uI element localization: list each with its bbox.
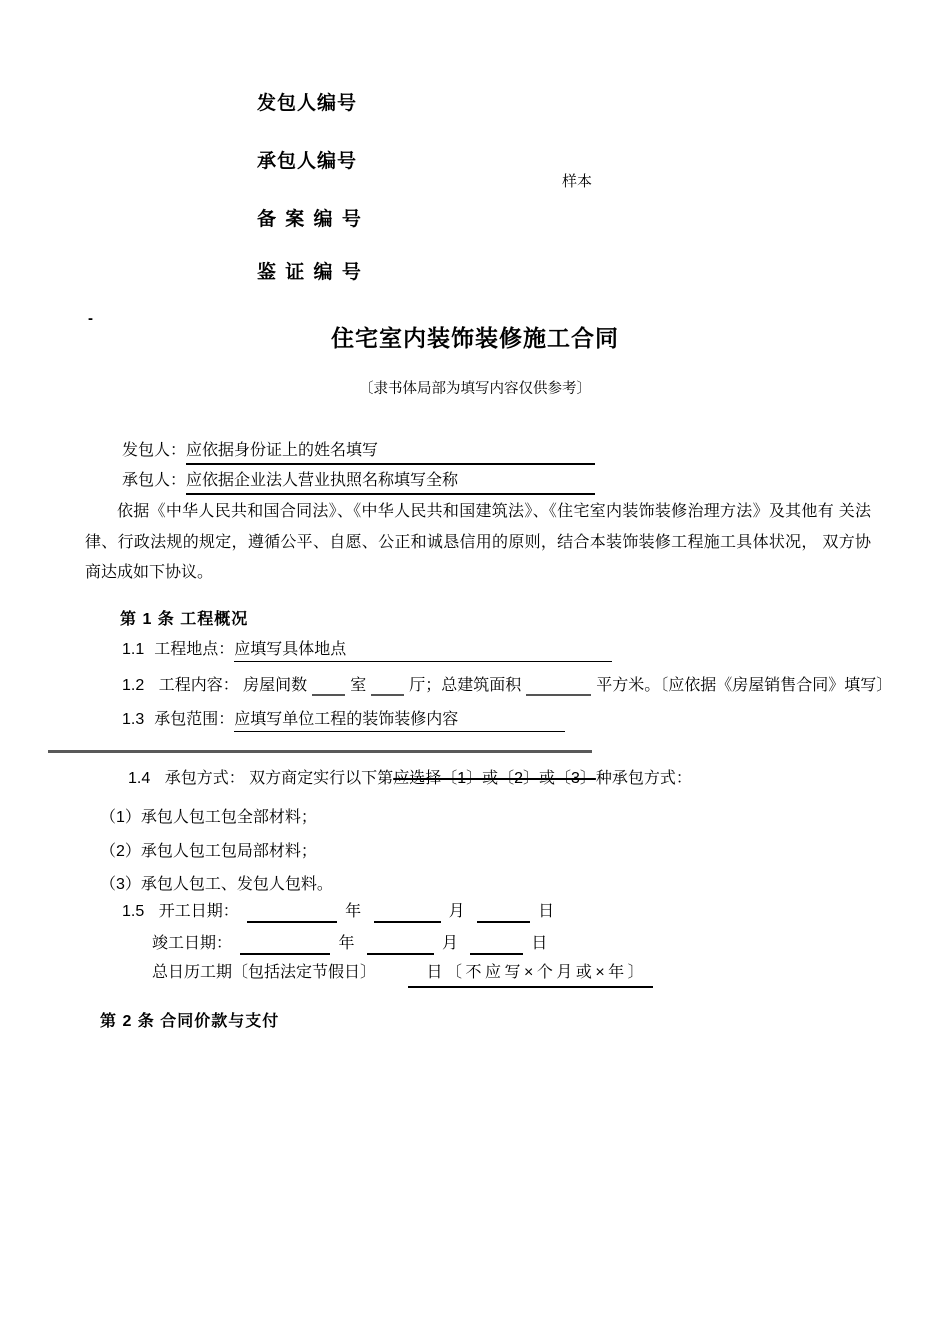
start-month-blank-field: [374, 901, 441, 923]
start-day-unit: 日: [538, 903, 555, 920]
duration-value-field: 日〔不应写×个月或×年〕: [408, 964, 653, 988]
contractor-value-field: 应依据企业法人营业执照名称填写全称: [186, 472, 595, 495]
sample-watermark: 样本: [562, 173, 593, 190]
item-1-2-area-text: 平方米。〔应依据《房屋销售合同》填写〕: [596, 677, 893, 694]
item-1-2-label: 工程内容：: [158, 677, 239, 694]
item-1-2-row: [122, 676, 892, 696]
employer-value-field: 应依据身份证上的姓名填写: [186, 442, 595, 465]
finish-day-blank-field: [470, 933, 523, 955]
article-2-heading: 第 2 条 合同价款与支付: [100, 1013, 280, 1030]
start-month-unit: 月: [448, 903, 465, 920]
finish-day-unit: 日: [531, 935, 548, 952]
item-1-1-value-field: 应填写具体地点: [234, 641, 612, 662]
stray-dash: -: [88, 310, 93, 327]
notary-number-label: 鉴 证 编 号: [257, 262, 363, 283]
document-title: 住宅室内装饰装修施工合同: [331, 325, 619, 351]
item-1-3-row: [122, 711, 565, 732]
item-1-5-number: 1.5: [122, 903, 145, 920]
finish-month-blank-field: [367, 933, 434, 955]
start-date-row: [122, 901, 554, 923]
item-1-4-number: 1.4: [128, 770, 151, 787]
continuation-blank-rule: [48, 750, 592, 753]
item-1-4-row: [128, 770, 692, 788]
document-subtitle: 〔隶书体局部为填写内容仅供参考〕: [359, 381, 591, 397]
article-1-heading: 第 1 条 工程概况: [120, 611, 249, 628]
record-number-label: 备 案 编 号: [257, 209, 363, 230]
item-1-3-value-field: 应填写单位工程的装饰装修内容: [234, 711, 565, 732]
item-1-2-shi-text: 室: [350, 677, 367, 694]
duration-label: 总日历工期〔包括法定节假日〕: [152, 964, 377, 981]
start-year-unit: 年: [345, 903, 362, 920]
contract-option-2: （2）承包人包工包局部材料；: [100, 843, 317, 860]
finish-year-blank-field: [240, 933, 330, 955]
finish-month-unit: 月: [441, 935, 458, 952]
start-date-label: 开工日期：: [158, 903, 239, 920]
employer-row: [122, 442, 595, 465]
contract-option-3: （3）承包人包工、发包人包料。: [100, 876, 333, 893]
rooms-blank-field: [312, 676, 345, 696]
item-1-2-ting-text: 厅；总建筑面积: [409, 677, 522, 694]
contractor-label: 承包人：: [122, 472, 187, 489]
contractor-row: [122, 472, 595, 495]
finish-date-row: [152, 933, 547, 955]
item-1-4-post-text: 种承包方式：: [595, 770, 692, 787]
item-1-4-label: 承包方式：: [164, 770, 245, 787]
item-1-4-struck-text: 应选择〔1〕或〔2〕或〔3〕: [393, 770, 596, 787]
contractor-number-label: 承包人编号: [257, 151, 358, 172]
employer-label: 发包人：: [122, 442, 187, 459]
contract-option-1: （1）承包人包工包全部材料；: [100, 809, 317, 826]
item-1-2-rooms-text: 房屋间数: [243, 677, 308, 694]
employer-number-label: 发包人编号: [257, 93, 358, 114]
item-1-2-number: 1.2: [122, 677, 145, 694]
item-1-3-label: 承包范围：: [154, 711, 235, 728]
duration-row: [152, 964, 653, 988]
item-1-3-number: 1.3: [122, 711, 145, 728]
preamble-paragraph: 依据《中华人民共和国合同法》、《中华人民共和国建筑法》、《住宅室内装饰装修治理方法》及其他有 关法律、行政法规的规定，遵循公平、自愿、公正和诚恳信用的原则，结合本装饰装修工程施工具体状况， 双方协商达成如下协议。: [85, 503, 871, 581]
start-year-blank-field: [247, 901, 337, 923]
start-day-blank-field: [477, 901, 530, 923]
finish-date-label: 竣工日期：: [152, 935, 233, 952]
item-1-4-pre-text: 双方商定实行以下第: [249, 770, 394, 787]
halls-blank-field: [371, 676, 404, 696]
item-1-1-label: 工程地点：: [154, 641, 235, 658]
item-1-1-number: 1.1: [122, 641, 145, 658]
area-blank-field: [526, 676, 591, 696]
finish-year-unit: 年: [338, 935, 355, 952]
item-1-1-row: [122, 641, 612, 662]
